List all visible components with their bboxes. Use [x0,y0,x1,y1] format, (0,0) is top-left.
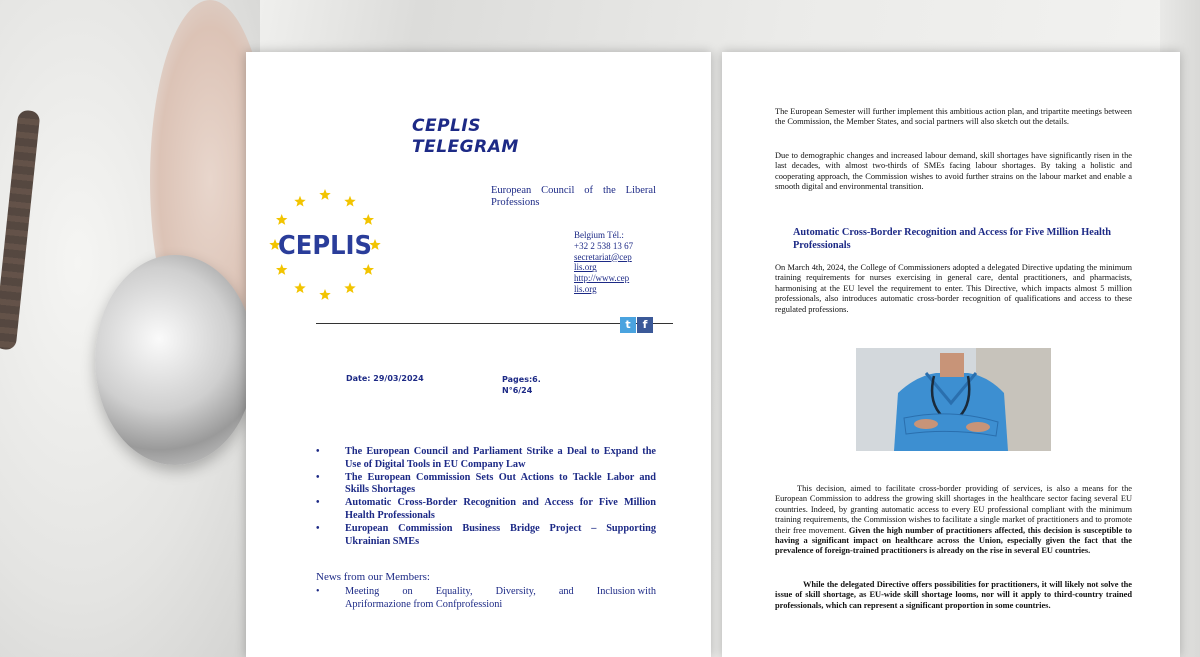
headline-item[interactable]: • The European Council and Parliament Strike a Deal to Expand the Use of Digital Tools in EU Company Law [316,446,656,471]
member-news-line-1 [345,585,656,598]
decision-bold-text: Given the high number of practitioners affected, this decision is susceptible to having a significant impact on healthcare across the Union, especially given the fact that the prevalence of foreign-trained practitioners is already on the rise in several EU countries. [775,525,1132,556]
title-line-1: CEPLIS [412,116,481,136]
star-icon [276,214,287,225]
contact-website-link[interactable]: http://www.cep [574,273,630,284]
star-icon [363,264,374,275]
headline-item[interactable]: • The European Commission Sets Out Actions to Tackle Labor and Skills Shortages [316,472,656,497]
issue-number: N°6/24 [502,386,533,395]
paragraph-european-semester: The European Semester will further implement this ambitious action plan, and tripartite meetings between the Commission, the Member States, and social partners will also sketch out the details. [775,107,1132,127]
word: Inclusion with [596,586,656,597]
headline-item[interactable]: • Automatic Cross-Border Recognition and Access for Five Million Health Professionals [316,497,656,522]
contact-block [574,230,669,295]
issue-info [502,374,541,396]
paragraph-decision [775,484,1132,557]
star-icon [363,214,374,225]
star-icon [344,196,355,207]
newsletter-inner-page [722,52,1180,657]
decision-text: This decision, aimed to facilitate cross-border providing of services, is also a means for the European Commission to address the growing skill shortages in the healthcare sector facing several EU countries. Indeed, by granting automatic access to every EU professional compliant with the minimum training requirements, the Commission wishes to facilitate a single market of practitioners and to promote their free movement. [775,484,1132,535]
member-news-heading: News from our Members: [316,571,430,583]
contact-website-link-cont[interactable]: lis.org [574,283,597,294]
paragraph-demographic: Due to demographic changes and increased labour demand, skill shortages have significantly risen in the last decades, with almost two-thirds of SMEs facing labour shortages. By taking a holistic and cooperating approach, the Commission wishes to avoid further strains on the labour market and enable a smooth digital and environmental transition. [775,151,1132,192]
star-icon [276,264,287,275]
social-links [620,317,653,333]
member-news-line-2: Apriformazione from Confprofessioni [345,599,503,610]
star-icon [319,189,330,200]
page-count: Pages:6. [502,375,541,384]
background-stethoscope [95,255,255,465]
contact-email-link[interactable]: secretariat@cep [574,251,632,262]
section-heading: Automatic Cross-Border Recognition and Access for Five Million Health Professionals [793,227,1112,251]
facebook-icon[interactable]: f [637,317,653,333]
word: and [558,586,574,597]
ceplis-logo [264,184,386,306]
issue-date: Date: 29/03/2024 [346,374,424,383]
star-icon [344,282,355,293]
member-news-item[interactable] [316,585,656,611]
nurse-photo [856,348,1051,451]
star-icon [294,196,305,207]
word: Diversity, [495,586,536,597]
member-news-list [316,585,656,611]
headline-item[interactable]: • European Commission Business Bridge Project – Supporting Ukrainian SMEs [316,523,656,548]
word: Equality, [435,586,473,597]
headline-list [316,446,656,549]
paragraph-skill-shortage: While the delegated Directive offers possibilities for practitioners, it will likely not solve the issue of skill shortage, as EU-wide skill shortage looms, nor will it apply to third-country trained professionals, which can represent a significant proportion in some countries. [775,580,1132,610]
title-line-2: TELEGRAM [412,137,519,157]
newsletter-cover-page [246,52,711,657]
contact-country: Belgium Tél.: [574,230,624,240]
contact-phone: +32 2 538 13 67 [574,240,634,251]
twitter-icon[interactable]: t [620,317,636,333]
word: on [402,586,413,597]
star-icon [319,289,330,300]
star-icon [294,282,305,293]
word: • Meeting [345,586,380,597]
paragraph-directive: On March 4th, 2024, the College of Commissioners adopted a delegated Directive updating the minimum training requirements for nurses exercising in general care, dental practitioners, and pharmacists, harmonising at the EU level the requirement to enter. This Directive, which impacts almost 5 million professionals, also introduces automatic cross-border recognition of qualifications and access to these regulated professions. [775,263,1132,314]
organization-name: European Council of the Liberal Professions [491,185,656,208]
contact-email-link-cont[interactable]: lis.org [574,262,597,273]
newsletter-title [412,116,519,158]
logo-text: CEPLIS [278,231,372,261]
